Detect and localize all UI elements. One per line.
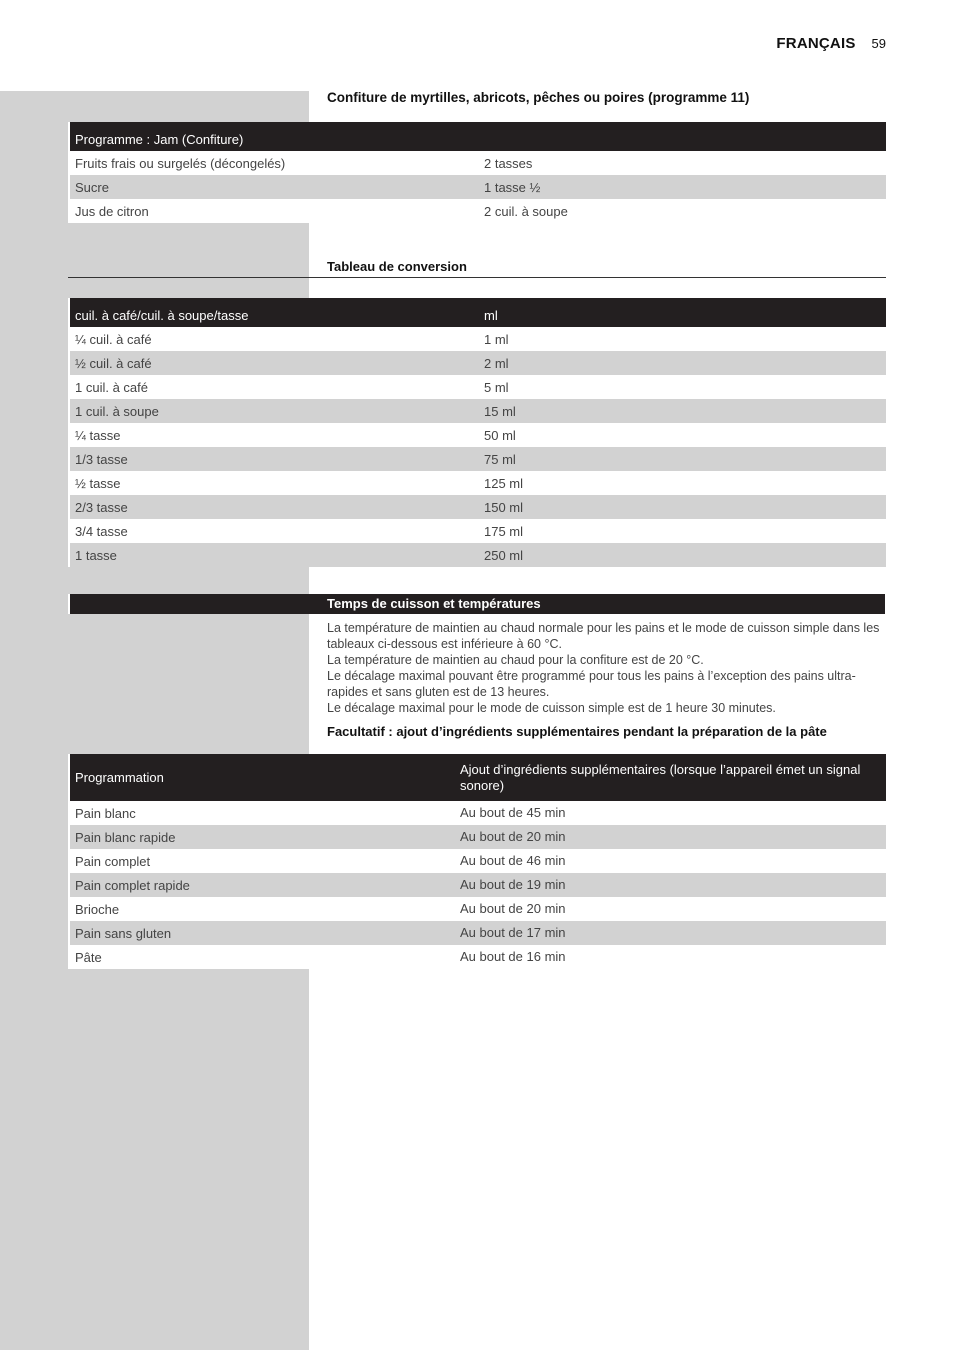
table-row — [68, 471, 886, 495]
table-row — [68, 543, 886, 567]
cooking-paragraphs — [327, 620, 887, 716]
table-row — [68, 199, 886, 223]
ml-cell: 150 ml — [484, 499, 524, 515]
paragraph: Le décalage maximal pour le mode de cuisson simple est de 1 heure 30 minutes. — [327, 701, 776, 715]
table-row — [68, 897, 886, 921]
language-label: FRANÇAIS — [776, 34, 856, 52]
paragraph: Le décalage maximal pouvant être programmé pour tous les pains à l’exception des pains ultra-rapides et sans gluten est de 13 heures. — [327, 669, 856, 699]
ingredient-cell: Jus de citron — [75, 203, 149, 219]
program-cell: Pain blanc rapide — [75, 829, 176, 845]
measure-cell: 1 cuil. à soupe — [75, 403, 159, 419]
quantity-cell: 1 tasse ½ — [484, 179, 541, 195]
table-row — [68, 945, 886, 969]
quantity-cell: 2 tasses — [484, 155, 533, 171]
time-cell: Au bout de 16 min — [460, 949, 566, 964]
cooking-heading: Temps de cuisson et températures — [327, 596, 541, 611]
jam-table — [68, 122, 886, 223]
table-row — [68, 399, 886, 423]
table-row — [68, 825, 886, 849]
page-number: 59 — [871, 35, 886, 51]
time-cell: Au bout de 19 min — [460, 877, 566, 892]
table-row — [68, 495, 886, 519]
ml-cell: 175 ml — [484, 523, 524, 539]
conversion-heading: Tableau de conversion — [327, 259, 467, 274]
jam-table-header-label: Programme : Jam (Confiture) — [75, 132, 244, 147]
measure-cell: 3/4 tasse — [75, 523, 128, 539]
table-row — [68, 447, 886, 471]
ml-cell: 50 ml — [484, 427, 516, 443]
program-cell: Pain complet — [75, 853, 151, 869]
table-row — [68, 519, 886, 543]
ingredients-table — [68, 754, 886, 969]
table-row — [68, 327, 886, 351]
time-cell: Au bout de 17 min — [460, 925, 566, 940]
ml-cell: 75 ml — [484, 451, 516, 467]
table-row — [68, 151, 886, 175]
ml-cell: 1 ml — [484, 331, 509, 347]
time-cell: Au bout de 20 min — [460, 829, 566, 844]
optional-heading: Facultatif : ajout d’ingrédients supplémentaires pendant la préparation de la pâte — [327, 724, 827, 739]
jam-heading: Confiture de myrtilles, abricots, pêches ou poires (programme 11) — [327, 90, 750, 105]
time-cell: Au bout de 45 min — [460, 805, 566, 820]
table-row — [68, 873, 886, 897]
table-row — [68, 801, 886, 825]
program-cell: Pain complet rapide — [75, 877, 190, 893]
jam-table-header — [68, 122, 886, 151]
conversion-table — [68, 298, 886, 567]
column-header: Ajout d’ingrédients supplémentaires (lorsque l’appareil émet un signal sonore) — [460, 761, 861, 793]
table-row — [68, 351, 886, 375]
measure-cell: ¼ tasse — [75, 427, 121, 443]
measure-cell: ½ cuil. à café — [75, 355, 152, 371]
ml-cell: 125 ml — [484, 475, 524, 491]
table-row — [68, 175, 886, 199]
ml-cell: 15 ml — [484, 403, 516, 419]
conversion-table-header — [68, 298, 886, 327]
time-cell: Au bout de 46 min — [460, 853, 566, 868]
paragraph: La température de maintien au chaud pour la confiture est de 20 °C. — [327, 653, 704, 667]
ingredient-cell: Sucre — [75, 179, 109, 195]
table-row — [68, 423, 886, 447]
program-cell: Pâte — [75, 949, 102, 965]
measure-cell: 1/3 tasse — [75, 451, 128, 467]
column-header: Programmation — [75, 770, 164, 785]
ingredients-table-header — [68, 754, 886, 801]
measure-cell: ½ tasse — [75, 475, 121, 491]
page-header — [776, 33, 886, 53]
quantity-cell: 2 cuil. à soupe — [484, 203, 568, 219]
table-row — [68, 375, 886, 399]
measure-cell: 2/3 tasse — [75, 499, 128, 515]
time-cell: Au bout de 20 min — [460, 901, 566, 916]
table-row — [68, 921, 886, 945]
measure-cell: ¼ cuil. à café — [75, 331, 152, 347]
ml-cell: 2 ml — [484, 355, 509, 371]
ml-cell: 250 ml — [484, 547, 524, 563]
column-header: cuil. à café/cuil. à soupe/tasse — [75, 308, 249, 323]
ml-cell: 5 ml — [484, 379, 509, 395]
program-cell: Pain blanc — [75, 805, 136, 821]
cooking-section-bar — [68, 594, 885, 614]
grey-sidebar — [0, 91, 309, 1350]
program-cell: Brioche — [75, 901, 120, 917]
measure-cell: 1 tasse — [75, 547, 117, 563]
column-header: ml — [484, 308, 498, 323]
divider — [68, 277, 886, 278]
paragraph: La température de maintien au chaud normale pour les pains et le mode de cuisson simple dans les tableaux ci-dessous est inférieure à 60 °C. — [327, 621, 880, 651]
ingredient-cell: Fruits frais ou surgelés (décongelés) — [75, 155, 286, 171]
measure-cell: 1 cuil. à café — [75, 379, 148, 395]
table-row — [68, 849, 886, 873]
program-cell: Pain sans gluten — [75, 925, 172, 941]
